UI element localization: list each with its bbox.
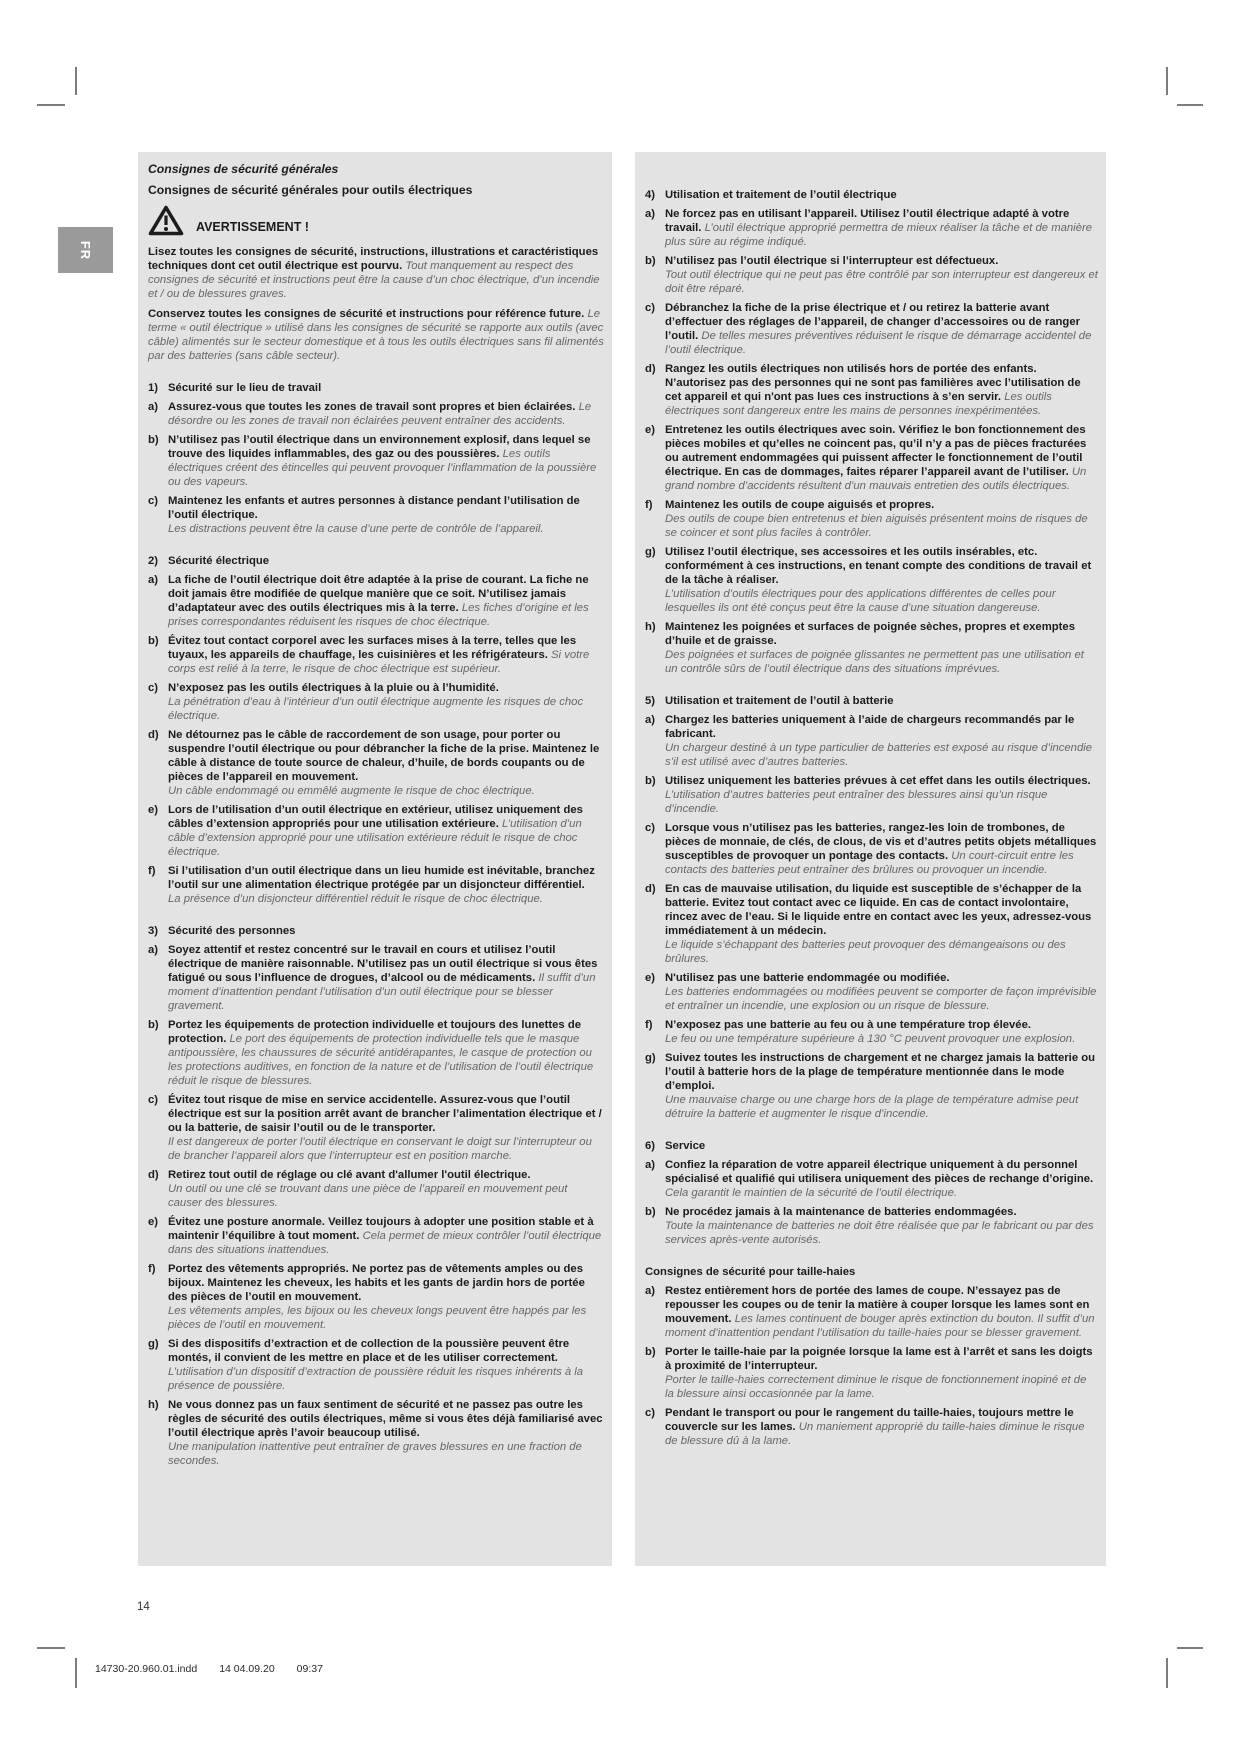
item-body	[168, 864, 604, 906]
item-letter: a)	[148, 574, 159, 586]
item-bold-text: Suivez toutes les instructions de chargement et ne chargez jamais la batterie ou l’outil à batterie hors de la plage de température mentionnée dans le mode d’emploi.	[665, 1052, 1096, 1092]
item-italic-text: Les vêtements amples, les bijoux ou les cheveux longs peuvent être happés par les pièces de l’outil en mouvement.	[168, 1305, 587, 1331]
instruction-item	[645, 1158, 1098, 1200]
item-letter: e)	[645, 972, 656, 984]
section	[148, 924, 604, 1468]
item-bold-text: Utilisez l’outil électrique, ses accessoires et les outils insérables, etc. conformément à ces instructions, en tenant compte des conditions de travail et de la tâche à réaliser.	[665, 546, 1092, 586]
instruction-item	[148, 433, 604, 489]
item-italic-text: La présence d’un disjoncteur différentiel réduit le risque de choc électrique.	[168, 893, 543, 905]
instruction-item	[148, 1093, 604, 1163]
item-letter: a)	[645, 1159, 656, 1171]
item-italic-text: Il est dangereux de porter l’outil électrique en conservant le doigt sur l’interrupteur ou de brancher l’appareil alors que l’interrupteur est en position marche.	[168, 1136, 592, 1162]
instruction-item	[645, 1345, 1098, 1401]
item-bold-text: Chargez les batteries uniquement à l’aide de chargeurs recommandés par le fabricant.	[665, 714, 1075, 740]
item-body	[665, 882, 1098, 966]
section-number: 2)	[148, 555, 159, 567]
item-italic-text: Il suffit d’un moment d’inattention pendant l’utilisation d’un outil électrique pour se blesser gravement.	[168, 972, 596, 1012]
item-letter: g)	[148, 1338, 159, 1350]
item-letter: c)	[645, 822, 656, 834]
instruction-item	[645, 882, 1098, 966]
item-letter: c)	[148, 682, 159, 694]
instruction-item	[148, 681, 604, 723]
item-body	[665, 362, 1098, 418]
item-italic-text: Le liquide s’échappant des batteries peut provoquer des démangeaisons ou des brûlures.	[665, 939, 1066, 965]
intro-italic-text: Le terme « outil électrique » utilisé dans les consignes de sécurité se rapporte aux outils (avec câble) alimentés sur le secteur domestique et à tous les outils électriques sans fil alimentés par des batteries (sans câble secteur).	[148, 308, 604, 362]
instruction-item	[148, 1262, 604, 1332]
section-number: 5)	[645, 695, 656, 707]
item-bold-text: Portez les équipements de protection individuelle et toujours des lunettes de protection.	[168, 1019, 582, 1045]
item-body	[168, 1093, 604, 1163]
item-body	[168, 728, 604, 798]
item-italic-text: Un maniement approprié du taille-haies diminue le risque de blessure dû à la lame.	[665, 1421, 1085, 1447]
footer-date: 14 04.09.20	[219, 1663, 275, 1675]
item-italic-text: Les outils électriques sont dangereux entre les mains de personnes inexpérimentées.	[665, 391, 1052, 417]
item-body	[665, 1205, 1098, 1247]
instruction-item	[645, 207, 1098, 249]
item-italic-text: Les lames continuent de bouger après extinction du bouton. Il suffit d’un moment d’inattention pendant l’utilisation du taille-haies pour se blesser gravement.	[665, 1313, 1095, 1339]
item-letter: d)	[148, 1169, 159, 1181]
section-heading	[645, 1139, 1098, 1153]
intro-bold-text: Lisez toutes les consignes de sécurité, instructions, illustrations et caractéristiques techniques dont cet outil électrique est pourvu.	[148, 246, 599, 272]
section-heading	[148, 554, 604, 568]
section-heading-text: Utilisation et traitement de l’outil à batterie	[665, 695, 894, 707]
item-body	[665, 1345, 1098, 1401]
item-body	[665, 774, 1098, 816]
item-italic-text: Toute la maintenance de batteries ne doit être réalisée que par le fabricant ou par des services après-vente autorisés.	[665, 1220, 1094, 1246]
right-column	[635, 152, 1106, 1566]
instruction-item	[148, 634, 604, 676]
item-body	[665, 545, 1098, 615]
item-italic-text: Les fiches d’origine et les prises correspondantes réduisent les risques de choc électrique.	[168, 602, 589, 628]
warning-triangle-icon	[148, 205, 184, 236]
item-bold-text: N’utilisez pas l’outil électrique si l’interrupteur est défectueux.	[665, 255, 999, 267]
item-bold-text: Maintenez les outils de coupe aiguisés et propres.	[665, 499, 935, 511]
section-number: 3)	[148, 925, 159, 937]
instruction-item	[645, 1051, 1098, 1121]
item-bold-text: Entretenez les outils électriques avec soin. Vérifiez le bon fonctionnement des pièces mobiles et qu’elles ne coincent pas, qu’il n’y a pas de pièces fracturées ou autrement endommagées qui puissent affecter le fonctionnement de l’outil électrique. En cas de dommages, faites réparer l’appareil avant de l’utiliser.	[665, 424, 1087, 478]
item-body	[168, 803, 604, 859]
section	[645, 694, 1098, 1121]
crop-mark-bottom-right-h	[1177, 1647, 1203, 1649]
footer-filename: 14730-20.960.01.indd	[95, 1663, 198, 1675]
instruction-item	[645, 423, 1098, 493]
instruction-item	[148, 1398, 604, 1468]
section-heading-text: Sécurité électrique	[168, 555, 270, 567]
item-italic-text: Les distractions peuvent être la cause d’une perte de contrôle de l’appareil.	[168, 523, 544, 535]
item-letter: c)	[645, 302, 656, 314]
right-column-content	[645, 188, 1098, 1448]
item-italic-text: Le désordre ou les zones de travail non éclairées peuvent entraîner des accidents.	[168, 401, 592, 427]
instruction-item	[645, 971, 1098, 1013]
item-body	[665, 1051, 1098, 1121]
section	[645, 188, 1098, 676]
item-letter: c)	[645, 1407, 656, 1419]
item-letter: g)	[645, 1052, 656, 1064]
instruction-item	[645, 498, 1098, 540]
left-column-content	[148, 245, 604, 1468]
item-italic-text: De telles mesures préventives réduisent le risque de démarrage accidentel de l’outil électrique.	[665, 330, 1092, 356]
item-italic-text: Les outils électriques créent des étincelles qui peuvent provoquer l’inflammation de la poussière ou des vapeurs.	[168, 448, 597, 488]
item-letter: h)	[645, 621, 656, 633]
instruction-item	[148, 1337, 604, 1393]
item-letter: e)	[645, 424, 656, 436]
item-italic-text: L’utilisation d’outils électriques pour des applications différentes de celles pour lesquelles ils ont été conçus peut être la cause d’une situation dangereuse.	[665, 588, 1056, 614]
item-bold-text: Ne vous donnez pas un faux sentiment de sécurité et ne passez pas outre les règles de sécurité des outils électriques, même si vous êtes déjà familiarisé avec l’outil électrique après l’avoir beaucoup utilisé.	[168, 1399, 603, 1439]
section-number: 4)	[645, 189, 656, 201]
section	[645, 1139, 1098, 1247]
item-letter: b)	[645, 775, 656, 787]
instruction-item	[148, 864, 604, 906]
instruction-item	[148, 803, 604, 859]
instruction-item	[645, 1205, 1098, 1247]
instruction-item	[148, 494, 604, 536]
left-column	[138, 152, 612, 1566]
item-letter: c)	[148, 495, 159, 507]
item-bold-text: Évitez une posture anormale. Veillez toujours à adopter une position stable et à maintenir l’équilibre à tout moment.	[168, 1216, 594, 1242]
item-body	[665, 254, 1098, 296]
section-heading-text: Sécurité sur le lieu de travail	[168, 382, 322, 394]
item-bold-text: La fiche de l’outil électrique doit être adaptée à la prise de courant. La fiche ne doit jamais être modifiée de quelque manière que ce soit. N’utilisez jamais d’adaptateur avec des outils électriques mis à la terre.	[168, 574, 589, 614]
item-letter: e)	[148, 1216, 159, 1228]
item-letter: b)	[148, 1019, 159, 1031]
item-body	[168, 1337, 604, 1393]
item-italic-text: Un grand nombre d’accidents résultent d’un mauvais entretien des outils électriques.	[665, 466, 1087, 492]
instruction-item	[645, 821, 1098, 877]
intro-paragraph	[148, 245, 604, 301]
item-italic-text: La pénétration d’eau à l’intérieur d’un outil électrique augmente les risques de choc électrique.	[168, 696, 584, 722]
item-letter: b)	[645, 1346, 656, 1358]
item-bold-text: Si des dispositifs d’extraction et de collection de la poussière peuvent être montés, il convient de les mettre en place et de les utiliser correctement.	[168, 1338, 570, 1364]
section-number: 1)	[148, 382, 159, 394]
print-footer	[95, 1663, 323, 1675]
item-bold-text: Pendant le transport ou pour le rangement du taille-haies, toujours mettre le couvercle sur les lames.	[665, 1407, 1074, 1433]
item-bold-text: N'utilisez pas une batterie endommagée ou modifiée.	[665, 972, 950, 984]
crop-mark-bottom-right-v	[1166, 1658, 1168, 1688]
item-body	[168, 943, 604, 1013]
item-italic-text: Des poignées et surfaces de poignée glissantes ne permettent pas une utilisation et un contrôle sûrs de l’outil électrique dans des situations imprévues.	[665, 649, 1084, 675]
crop-mark-top-left-v	[75, 67, 77, 95]
item-bold-text: Portez des vêtements appropriés. Ne portez pas de vêtements amples ou des bijoux. Maintenez les cheveux, les habits et les gants de jardin hors de portée des pièces de l’outil en mouvement.	[168, 1263, 585, 1303]
item-bold-text: Maintenez les enfants et autres personnes à distance pendant l’utilisation de l’outil électrique.	[168, 495, 580, 521]
section-heading-text: Consignes de sécurité pour taille-haies	[645, 1266, 856, 1278]
instruction-item	[645, 620, 1098, 676]
crop-mark-bottom-left-v	[75, 1658, 77, 1688]
item-bold-text: Maintenez les poignées et surfaces de poignée sèches, propres et exemptes d’huile et de graisse.	[665, 621, 1075, 647]
item-letter: a)	[148, 401, 159, 413]
item-letter: a)	[645, 1285, 656, 1297]
item-body	[168, 400, 604, 428]
item-letter: d)	[148, 729, 159, 741]
item-italic-text: Un câble endommagé ou emmêlé augmente le risque de choc électrique.	[168, 785, 535, 797]
page-number: 14	[137, 1601, 150, 1613]
item-letter: f)	[148, 1263, 156, 1275]
item-italic-text: L’utilisation d’un dispositif d’extraction de poussière réduit les risques inhérents à la présence de poussière.	[168, 1366, 584, 1392]
item-bold-text: Restez entièrement hors de portée des lames de coupe. N’essayez pas de repousser les coupes ou de tenir la matière à couper lorsque les lames sont en mouvement.	[665, 1285, 1090, 1325]
item-letter: f)	[645, 499, 653, 511]
item-bold-text: N’exposez pas une batterie au feu ou à une température trop élevée.	[665, 1019, 1032, 1031]
instruction-item	[645, 1406, 1098, 1448]
item-letter: a)	[645, 714, 656, 726]
instruction-item	[645, 362, 1098, 418]
footer-time: 09:37	[296, 1663, 323, 1675]
item-bold-text: En cas de mauvaise utilisation, du liquide est susceptible de s’échapper de la batterie. Evitez tout contact avec ce liquide. En cas de contact involontaire, rincez avec de l’eau. Si le liquide entre en contact avec les yeux, adressez-vous immédiatement à un médecin.	[665, 883, 1092, 937]
item-bold-text: Assurez-vous que toutes les zones de travail sont propres et bien éclairées.	[168, 401, 576, 413]
item-body	[665, 301, 1098, 357]
item-letter: g)	[645, 546, 656, 558]
item-letter: c)	[148, 1094, 159, 1106]
item-letter: a)	[645, 208, 656, 220]
item-bold-text: Soyez attentif et restez concentré sur le travail en cours et utilisez l’outil électrique de manière raisonnable. N’utilisez pas un outil électrique si vous êtes fatigué ou sous l’influence de drogues, d’alcool ou de médicaments.	[168, 944, 598, 984]
instruction-item	[645, 254, 1098, 296]
item-body	[665, 971, 1098, 1013]
item-italic-text: Des outils de coupe bien entretenus et bien aiguisés présentent moins de risques de se coincer et sont plus faciles à contrôler.	[665, 513, 1088, 539]
item-italic-text: Une manipulation inattentive peut entraîner de graves blessures en une fraction de secondes.	[168, 1441, 582, 1467]
item-body	[665, 1158, 1098, 1200]
item-letter: h)	[148, 1399, 159, 1411]
item-letter: f)	[645, 1019, 653, 1031]
item-italic-text: Le feu ou une température supérieure à 130 °C peuvent provoquer une explosion.	[665, 1033, 1076, 1045]
item-bold-text: Confiez la réparation de votre appareil électrique uniquement à du personnel spécialisé et qualifié qui utilisera uniquement des pièces de rechange d’origine.	[665, 1159, 1094, 1185]
instruction-item	[148, 1018, 604, 1088]
instruction-item	[645, 774, 1098, 816]
item-letter: a)	[148, 944, 159, 956]
item-body	[665, 1018, 1098, 1046]
item-letter: d)	[645, 883, 656, 895]
item-letter: b)	[148, 434, 159, 446]
item-body	[168, 573, 604, 629]
section-heading	[148, 924, 604, 938]
item-bold-text: Ne procédez jamais à la maintenance de batteries endommagées.	[665, 1206, 1017, 1218]
warning-banner	[148, 205, 604, 236]
instruction-item	[645, 1018, 1098, 1046]
item-italic-text: Porter le taille-haies correctement diminue le risque de fonctionnement inopiné et de la blessure ainsi occasionnée par la lame.	[665, 1374, 1087, 1400]
item-body	[168, 494, 604, 536]
language-tab-fr	[58, 227, 113, 273]
item-bold-text: Ne détournez pas le câble de raccordement de son usage, pour porter ou suspendre l’outil électrique ou pour débrancher la fiche de la prise. Maintenez le câble à distance de toute source de chaleur, d’huile, de bords coupants ou de pièces de l’appareil en mouvement.	[168, 729, 600, 783]
section-heading	[148, 381, 604, 395]
item-letter: b)	[645, 1206, 656, 1218]
item-bold-text: Porter le taille-haie par la poignée lorsque la lame est à l’arrêt et sans les doigts à proximité de l’interrupteur.	[665, 1346, 1093, 1372]
item-italic-text: Un chargeur destiné à un type particulier de batteries est exposé au risque d’incendie s’il est utilisé avec d’autres batteries.	[665, 742, 1093, 768]
item-italic-text: L’utilisation d’un câble d’extension approprié pour une utilisation extérieure réduit le risque de choc électrique.	[168, 818, 582, 858]
item-italic-text: Le port des équipements de protection individuelle tels que le masque antipoussière, les chaussures de sécurité antidérapantes, le casque de protection ou les protections auditives, en fonction de la nature et de l’utilisation de l’outil électrique réduit le risque de blessures.	[168, 1033, 594, 1087]
item-italic-text: L’outil électrique approprié permettra de mieux réaliser la tâche et de manière plus sûre au régime indiqué.	[665, 222, 1093, 248]
instruction-item	[645, 301, 1098, 357]
warning-label: AVERTISSEMENT !	[196, 220, 309, 234]
crop-mark-bottom-left-h	[37, 1647, 65, 1649]
item-body	[168, 1215, 604, 1257]
item-body	[168, 1018, 604, 1088]
item-italic-text: Les batteries endommagées ou modifiées peuvent se comporter de façon imprévisible et entraîner un incendie, une explosion ou un risque de blessure.	[665, 986, 1097, 1012]
item-italic-text: Un outil ou une clé se trouvant dans une pièce de l’appareil en mouvement peut causer des blessures.	[168, 1183, 568, 1209]
section	[148, 554, 604, 906]
item-bold-text: Lors de l’utilisation d’un outil électrique en extérieur, utilisez uniquement des câbles d’extension appropriés pour une utilisation extérieure.	[168, 804, 583, 830]
document-subtitle: Consignes de sécurité générales pour outils électriques	[148, 183, 473, 197]
item-body	[168, 634, 604, 676]
section	[645, 1265, 1098, 1448]
intro-bold-text: Conservez toutes les consignes de sécurité et instructions pour référence future.	[148, 308, 585, 320]
item-bold-text: Évitez tout contact corporel avec les surfaces mises à la terre, telles que les tuyaux, les appareils de chauffage, les cuisinières et les réfrigérateurs.	[168, 635, 577, 661]
item-body	[665, 620, 1098, 676]
section-heading-text: Utilisation et traitement de l’outil électrique	[665, 189, 897, 201]
intro-italic-text: Tout manquement au respect des consignes de sécurité et instructions peut être la cause d’un choc électrique, d’un incendie et / ou de blessures graves.	[148, 260, 600, 300]
section-heading	[645, 1265, 1098, 1279]
section-heading	[645, 694, 1098, 708]
item-body	[665, 423, 1098, 493]
instruction-item	[148, 1215, 604, 1257]
item-letter: f)	[148, 865, 156, 877]
crop-mark-top-right-h	[1177, 104, 1203, 106]
item-bold-text: Retirez tout outil de réglage ou clé avant d'allumer l'outil électrique.	[168, 1169, 531, 1181]
item-bold-text: Ne forcez pas en utilisant l’appareil. Utilisez l’outil électrique adapté à votre travail.	[665, 208, 1070, 234]
instruction-item	[148, 728, 604, 798]
instruction-item	[645, 1284, 1098, 1340]
item-body	[665, 207, 1098, 249]
language-tab-label: FR	[78, 240, 93, 260]
item-bold-text: Débranchez la fiche de la prise électrique et / ou retirez la batterie avant d’effectuer des réglages de l’appareil, de changer d’accessoires ou de ranger l’outil.	[665, 302, 1081, 342]
item-letter: b)	[148, 635, 159, 647]
item-italic-text: Un court-circuit entre les contacts des batteries peut entraîner des brûlures ou provoquer un incendie.	[665, 850, 1074, 876]
item-italic-text: L’utilisation d’autres batteries peut entraîner des blessures ainsi qu’un risque d’incendie.	[665, 789, 1048, 815]
crop-mark-top-left-h	[37, 104, 65, 106]
intro-paragraph	[148, 307, 604, 363]
instruction-item	[148, 573, 604, 629]
item-letter: b)	[645, 255, 656, 267]
item-letter: d)	[645, 363, 656, 375]
item-body	[665, 821, 1098, 877]
section-number: 6)	[645, 1140, 656, 1152]
item-bold-text: N’utilisez pas l’outil électrique dans un environnement explosif, dans lequel se trouve des liquides inflammables, des gaz ou des poussières.	[168, 434, 591, 460]
item-bold-text: Si l’utilisation d’un outil électrique dans un lieu humide est inévitable, branchez l’outil sur une alimentation électrique protégée par un disjoncteur différentiel.	[168, 865, 595, 891]
instruction-item	[148, 1168, 604, 1210]
item-body	[168, 1398, 604, 1468]
item-bold-text: Lorsque vous n’utilisez pas les batteries, rangez-les loin de trombones, de pièces de monnaie, de clés, de clous, de vis et d’autres petits objets métalliques susceptibles de provoquer un pontage des contacts.	[665, 822, 1097, 862]
item-italic-text: Tout outil électrique qui ne peut pas être contrôlé par son interrupteur est dangereux et doit être réparé.	[665, 269, 1098, 295]
item-italic-text: Si votre corps est relié à la terre, le risque de choc électrique est supérieur.	[168, 649, 590, 675]
item-body	[665, 498, 1098, 540]
instruction-item	[148, 400, 604, 428]
item-italic-text: Cela garantit le maintien de la sécurité de l’outil électrique.	[665, 1187, 957, 1199]
section	[148, 381, 604, 536]
instruction-item	[148, 943, 604, 1013]
item-italic-text: Une mauvaise charge ou une charge hors de la plage de température admise peut détruire la batterie et augmenter le risque d’incendie.	[665, 1094, 1079, 1120]
item-bold-text: Utilisez uniquement les batteries prévues à cet effet dans les outils électriques.	[665, 775, 1091, 787]
section-heading	[645, 188, 1098, 202]
crop-mark-top-right-v	[1166, 67, 1168, 95]
item-body	[168, 1168, 604, 1210]
section-heading-text: Sécurité des personnes	[168, 925, 296, 937]
item-letter: e)	[148, 804, 159, 816]
item-body	[665, 1284, 1098, 1340]
item-body	[168, 681, 604, 723]
item-body	[168, 1262, 604, 1332]
item-italic-text: Cela permet de mieux contrôler l’outil électrique dans des situations inattendues.	[168, 1230, 602, 1256]
section-heading-text: Service	[665, 1140, 706, 1152]
item-body	[168, 433, 604, 489]
item-bold-text: Rangez les outils électriques non utilisés hors de portée des enfants. N’autorisez pas des personnes qui ne sont pas familières avec l’utilisation de cet appareil et qui n'ont pas lues ces instructions à s’en servir.	[665, 363, 1081, 403]
instruction-item	[645, 713, 1098, 769]
item-body	[665, 1406, 1098, 1448]
item-bold-text: N’exposez pas les outils électriques à la pluie ou à l’humidité.	[168, 682, 499, 694]
document-title: Consignes de sécurité générales	[148, 162, 339, 176]
item-body	[665, 713, 1098, 769]
instruction-item	[645, 545, 1098, 615]
item-bold-text: Évitez tout risque de mise en service accidentelle. Assurez-vous que l’outil électrique est sur la position arrêt avant de brancher l’alimentation électrique et / ou la batterie, de saisir l’outil ou de le transporter.	[168, 1094, 602, 1134]
